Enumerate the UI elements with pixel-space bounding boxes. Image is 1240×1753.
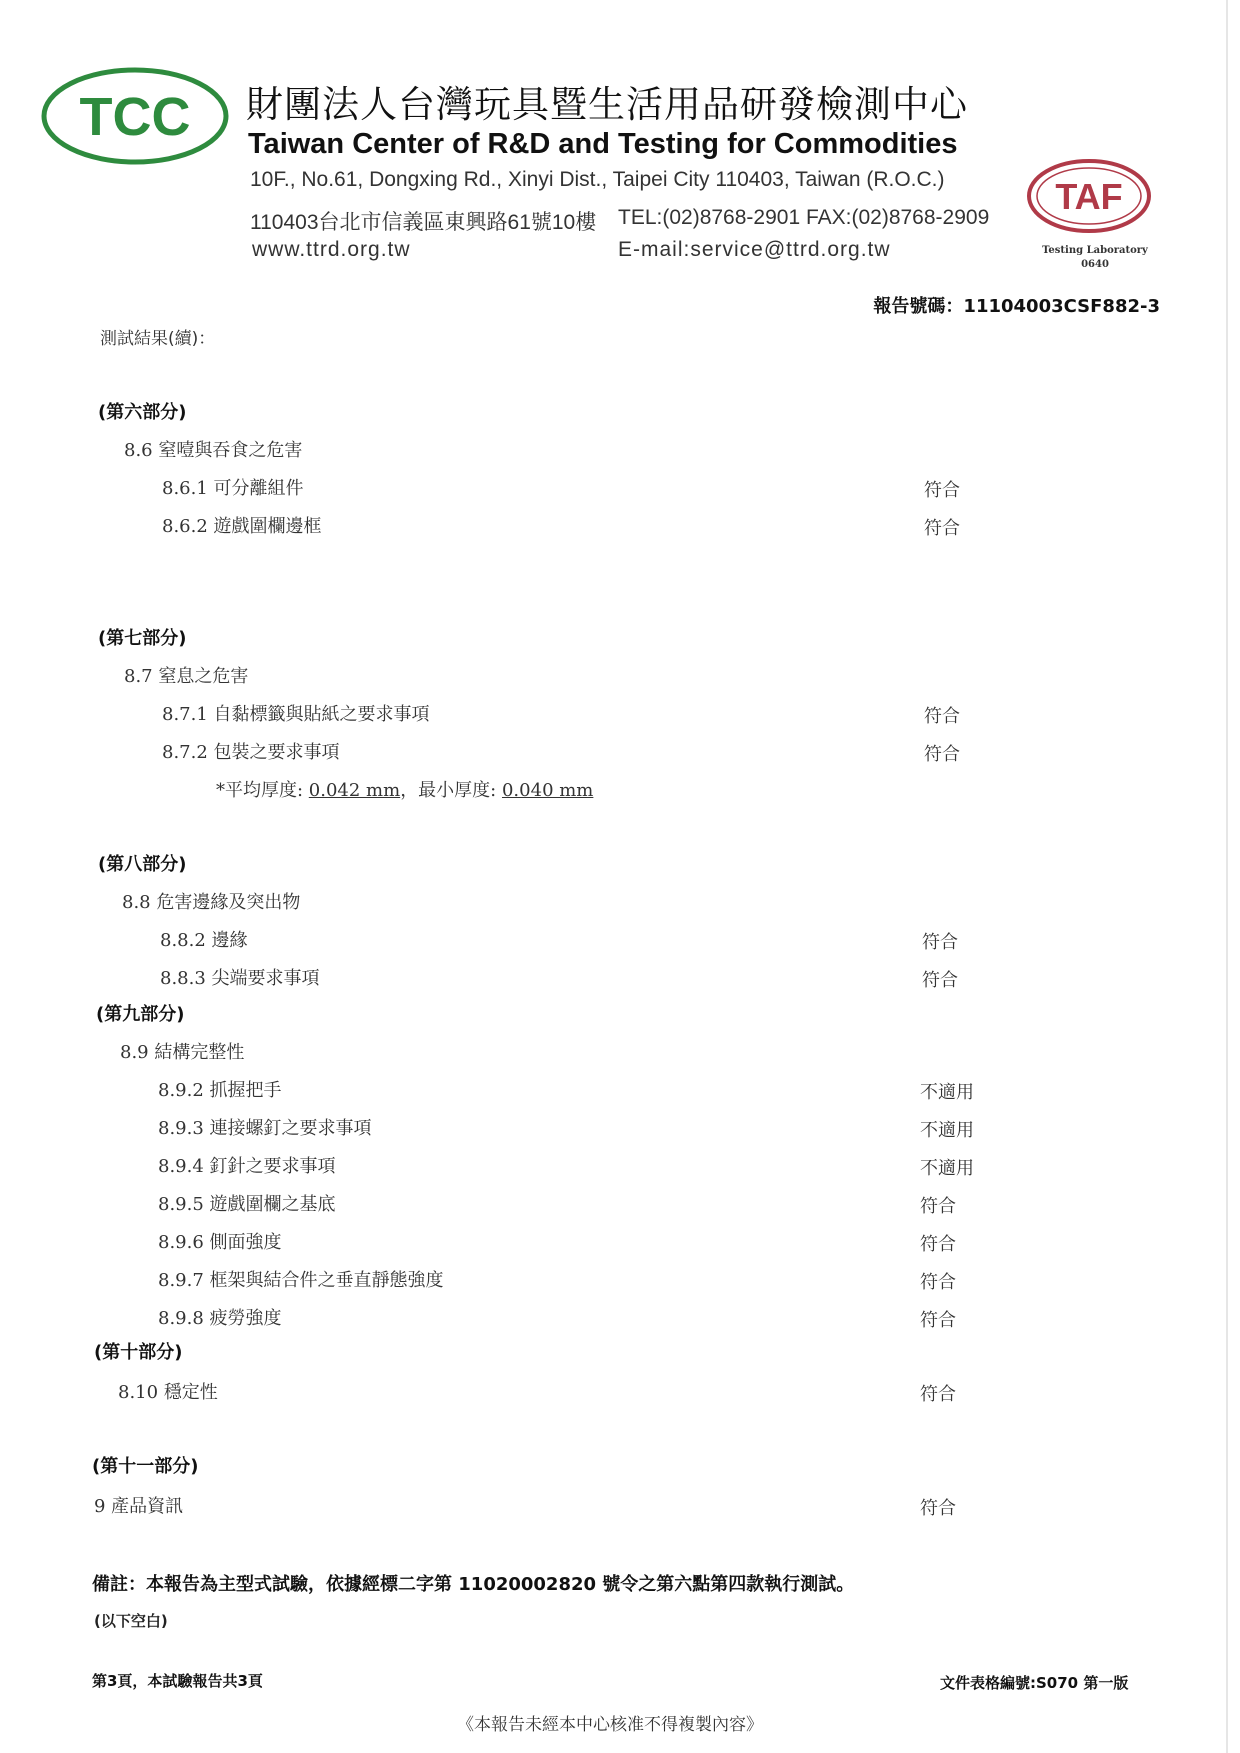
taf-logo bbox=[1024, 156, 1154, 236]
result-9: 符合 bbox=[920, 1498, 956, 1519]
website-link[interactable]: www.ttrd.org.tw bbox=[252, 238, 411, 261]
section-10-sub: 8.10 穩定性 bbox=[118, 1382, 218, 1403]
page-info: 第3頁，本試驗報告共3頁 bbox=[92, 1672, 263, 1690]
item-8-9-5: 8.9.5 遊戲圍欄之基底 bbox=[158, 1194, 336, 1215]
item-8-9-2: 8.9.2 抓握把手 bbox=[158, 1080, 282, 1101]
section-8-title: (第八部分) bbox=[98, 854, 187, 875]
footer-note: 《本報告未經本中心核准不得複製內容》 bbox=[457, 1715, 763, 1735]
item-8-7-2: 8.7.2 包裝之要求事項 bbox=[162, 742, 340, 763]
result-8-9-3: 不適用 bbox=[920, 1120, 974, 1141]
thickness-note bbox=[216, 776, 593, 802]
result-8-7-1: 符合 bbox=[924, 706, 960, 727]
org-name-en: Taiwan Center of R&D and Testing for Commodities bbox=[248, 128, 958, 160]
taf-caption-text: Testing Laboratory bbox=[1042, 245, 1148, 256]
taf-number: 0640 bbox=[1081, 259, 1109, 270]
min-thickness: 0.040 mm bbox=[501, 780, 594, 801]
result-8-7-2: 符合 bbox=[924, 744, 960, 765]
item-8-9-4: 8.9.4 釘針之要求事項 bbox=[158, 1156, 336, 1177]
result-8-9-6: 符合 bbox=[920, 1234, 956, 1255]
result-8-9-7: 符合 bbox=[920, 1272, 956, 1293]
item-8-9-8: 8.9.8 疲勞強度 bbox=[158, 1308, 282, 1329]
item-8-6-2: 8.6.2 遊戲圍欄邊框 bbox=[162, 516, 322, 537]
section-7-sub: 8.7 窒息之危害 bbox=[124, 666, 249, 687]
result-8-9-5: 符合 bbox=[920, 1196, 956, 1217]
item-8-9-7: 8.9.7 框架與結合件之垂直靜態強度 bbox=[158, 1270, 444, 1291]
result-8-9-4: 不適用 bbox=[920, 1158, 974, 1179]
item-8-9-6: 8.9.6 側面強度 bbox=[158, 1232, 282, 1253]
result-8-9-2: 不適用 bbox=[920, 1082, 974, 1103]
section-9-sub: 8.9 結構完整性 bbox=[120, 1042, 245, 1063]
thickness-note-mid: ，最小厚度: bbox=[400, 780, 502, 801]
taf-caption bbox=[1040, 244, 1150, 272]
section-8-sub: 8.8 危害邊緣及突出物 bbox=[122, 892, 301, 913]
result-8-6-1: 符合 bbox=[924, 480, 960, 501]
result-8-6-2: 符合 bbox=[924, 518, 960, 539]
section-11-title: (第十一部分) bbox=[92, 1456, 199, 1477]
item-8-8-2: 8.8.2 邊緣 bbox=[160, 930, 248, 951]
section-6-sub: 8.6 窒噎與吞食之危害 bbox=[124, 440, 303, 461]
section-7-title: (第七部分) bbox=[98, 628, 187, 649]
scan-edge-divider bbox=[1226, 0, 1228, 1753]
tel-fax: TEL:(02)8768-2901 FAX:(02)8768-2909 bbox=[618, 206, 990, 229]
form-number: 文件表格編號:S070 第一版 bbox=[940, 1674, 1129, 1692]
item-8-9-3: 8.9.3 連接螺釘之要求事項 bbox=[158, 1118, 372, 1139]
section-10-title: (第十部分) bbox=[94, 1342, 183, 1363]
address-en: 10F., No.61, Dongxing Rd., Xinyi Dist., Taipei City 110403, Taiwan (R.O.C.) bbox=[250, 168, 945, 191]
result-8-8-2: 符合 bbox=[922, 932, 958, 953]
org-name-zh: 財團法人台灣玩具暨生活用品研發檢測中心 bbox=[246, 83, 968, 126]
email-link[interactable]: E-mail:service@ttrd.org.tw bbox=[618, 238, 891, 261]
item-8-7-1: 8.7.1 自黏標籤與貼紙之要求事項 bbox=[162, 704, 430, 725]
result-8-9-8: 符合 bbox=[920, 1310, 956, 1331]
section-6-title: (第六部分) bbox=[98, 402, 187, 423]
avg-thickness: 0.042 mm bbox=[308, 780, 401, 801]
section-11-sub: 9 產品資訊 bbox=[94, 1496, 184, 1517]
section-9-title: (第九部分) bbox=[96, 1004, 185, 1025]
remark: 備註：本報告為主型式試驗，依據經標二字第 11020002820 號令之第六點第四款執行測試。 bbox=[92, 1574, 855, 1595]
thickness-note-prefix: *平均厚度: bbox=[216, 780, 309, 801]
item-8-6-1: 8.6.1 可分離組件 bbox=[162, 478, 304, 499]
item-8-8-3: 8.8.3 尖端要求事項 bbox=[160, 968, 320, 989]
report-number: 報告號碼：11104003CSF882-3 bbox=[873, 296, 1160, 317]
address-zh: 110403台北市信義區東興路61號10樓 bbox=[250, 211, 597, 234]
result-8-8-3: 符合 bbox=[922, 970, 958, 991]
taf-logo-text: TAF bbox=[1055, 176, 1123, 217]
tcc-logo-text: TCC bbox=[79, 87, 191, 147]
blank-note: (以下空白) bbox=[94, 1612, 168, 1630]
result-8-10: 符合 bbox=[920, 1384, 956, 1405]
tcc-logo bbox=[40, 66, 230, 166]
results-heading: 測試結果(續)： bbox=[100, 329, 216, 349]
